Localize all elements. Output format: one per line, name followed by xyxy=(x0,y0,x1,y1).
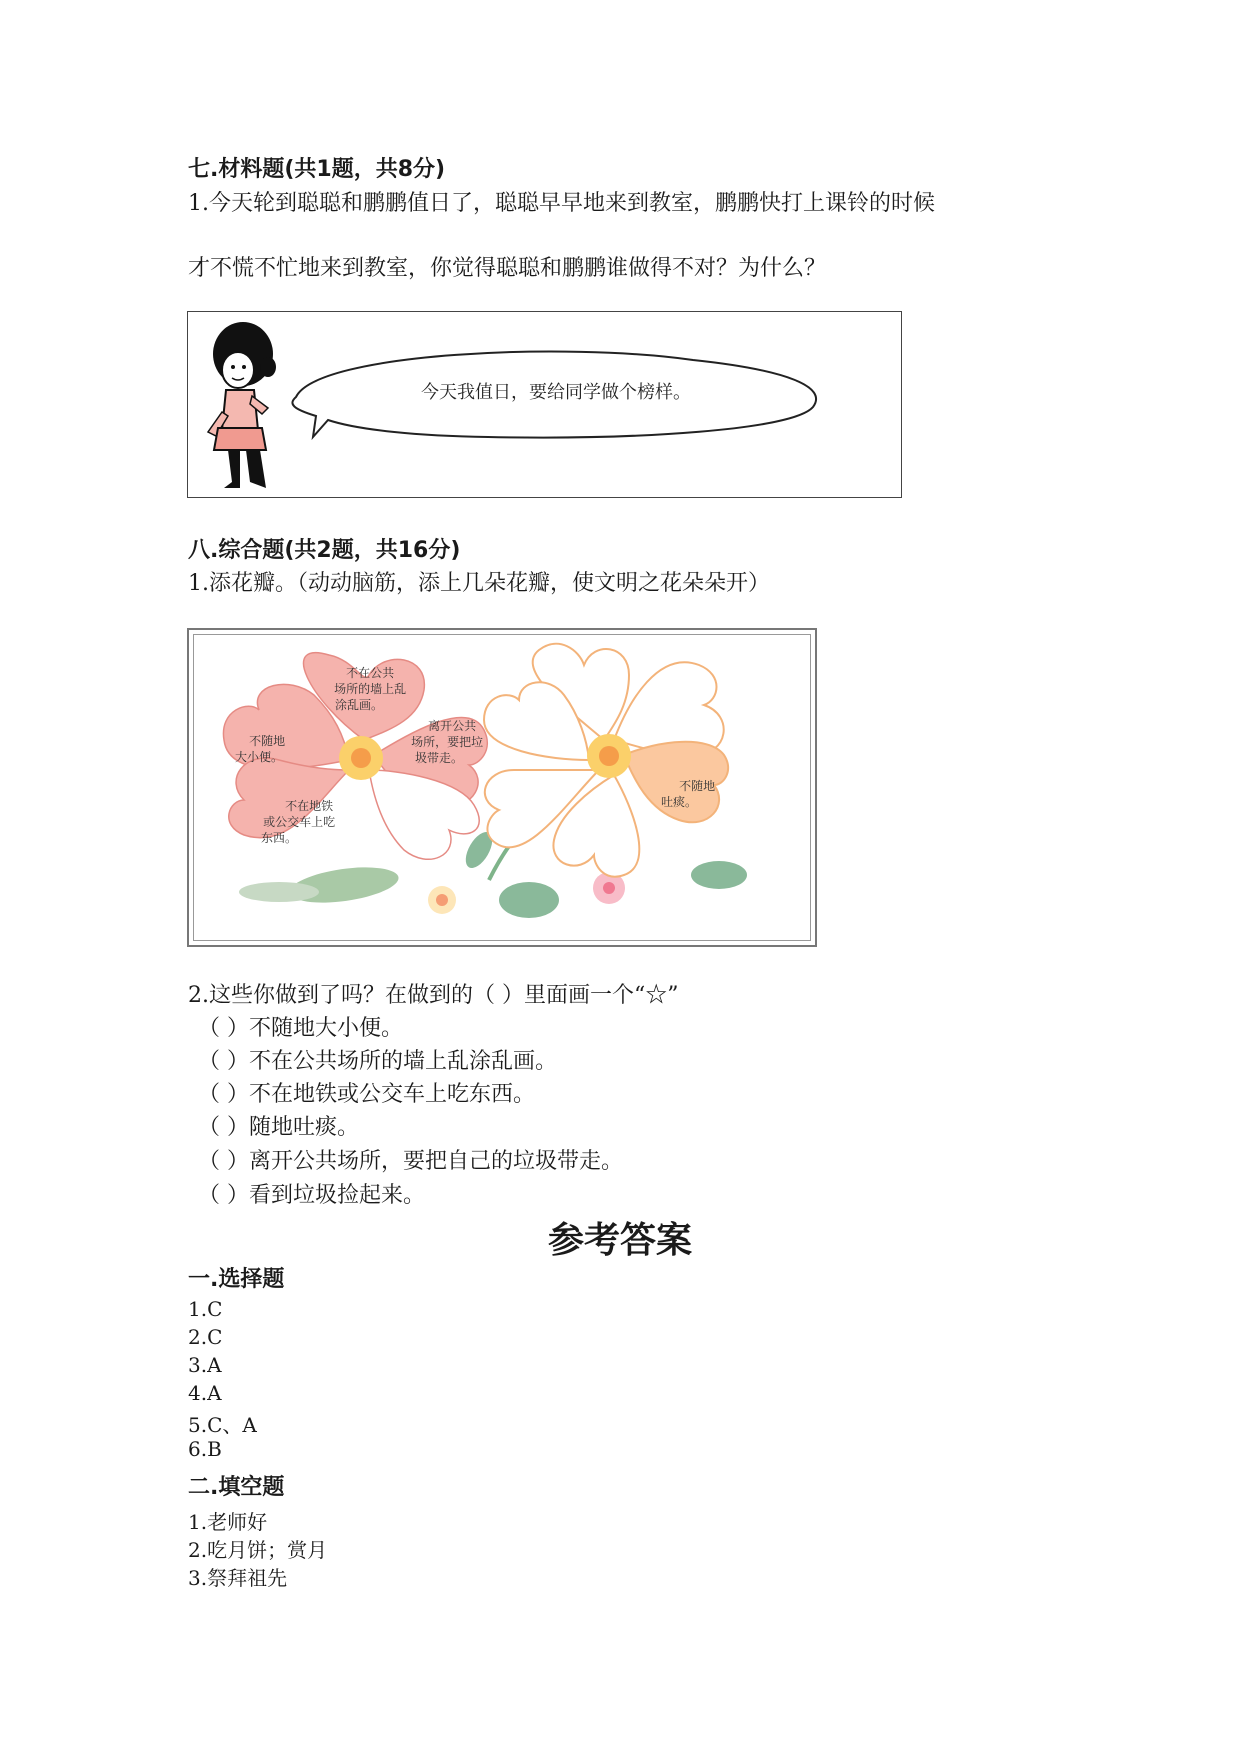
left-petal-left-label: 不随地 大小便。 xyxy=(234,734,286,764)
checklist-item: （ ）不在地铁或公交车上吃东西。 xyxy=(198,1082,535,1107)
left-petal-right-label: 离开公共 场所，要把垃 圾带走。 xyxy=(411,719,484,765)
right-petal-top-right xyxy=(614,662,724,755)
answers-part1-heading: 一.选择题 xyxy=(188,1267,285,1292)
speech-bubble-text: 今天我值日，要给同学做个榜样。 xyxy=(421,382,691,403)
answer-item: 6.B xyxy=(188,1437,222,1461)
answers-part2-heading: 二.填空题 xyxy=(188,1475,285,1500)
section7-heading: 七.材料题(共1题，共8分) xyxy=(188,157,446,182)
section7-question-line1: 1.今天轮到聪聪和鹏鹏值日了，聪聪早早地来到教室，鹏鹏快打上课铃的时候 xyxy=(188,191,935,216)
girl-speaking-illustration xyxy=(188,312,901,497)
answer-item: 2.C xyxy=(188,1325,223,1349)
left-petal-top-label: 不在公共 场所的墙上乱 涂乱画。 xyxy=(334,666,407,712)
leaf-icon xyxy=(239,882,319,902)
flower-figure xyxy=(187,628,817,947)
right-flower-center-icon xyxy=(587,734,631,778)
flowers-illustration xyxy=(189,630,815,945)
checklist-item: （ ）不在公共场所的墙上乱涂乱画。 xyxy=(198,1049,557,1074)
section8-heading: 八.综合题(共2题，共16分) xyxy=(188,538,461,563)
answer-item: 5.C、A xyxy=(188,1413,257,1437)
answers-title: 参考答案 xyxy=(547,1220,692,1261)
answer-item: 1.老师好 xyxy=(188,1510,268,1534)
left-petal-bottom-label: 不在地铁 或公交车上吃 东西。 xyxy=(260,799,336,845)
answer-item: 3.A xyxy=(188,1353,222,1377)
leaf-icon xyxy=(499,882,559,918)
section8-question2: 2.这些你做到了吗？在做到的（ ）里面画一个“☆” xyxy=(188,983,679,1008)
answer-item: 4.A xyxy=(188,1381,222,1405)
girl-icon xyxy=(208,322,276,488)
checklist-item: （ ）不随地大小便。 xyxy=(198,1016,403,1041)
left-flower-center-icon xyxy=(339,736,383,780)
section7-question-line2: 才不慌不忙地来到教室，你觉得聪聪和鹏鹏谁做得不对？为什么？ xyxy=(188,256,827,281)
checklist-item: （ ）离开公共场所，要把自己的垃圾带走。 xyxy=(198,1149,623,1174)
answer-item: 1.C xyxy=(188,1297,223,1321)
section8-question1: 1.添花瓣。（动动脑筋，添上几朵花瓣，使文明之花朵朵开） xyxy=(188,571,770,596)
right-petal-label: 不随地 吐痰。 xyxy=(660,779,716,809)
checklist-item: （ ）看到垃圾捡起来。 xyxy=(198,1183,425,1208)
answer-item: 2.吃月饼；赏月 xyxy=(188,1538,328,1562)
speech-figure xyxy=(187,311,902,498)
answer-item: 3.祭拜祖先 xyxy=(188,1566,288,1590)
small-flower-icon xyxy=(428,886,456,914)
checklist-item: （ ）随地吐痰。 xyxy=(198,1115,359,1140)
